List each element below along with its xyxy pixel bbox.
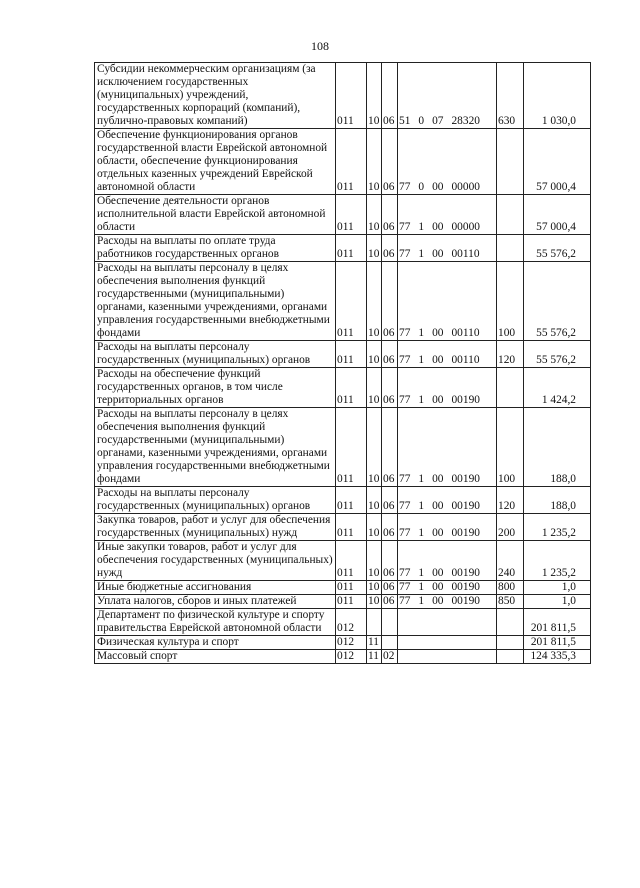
article-part-gr: 00 [432, 248, 444, 260]
article-part-prog: 77 [399, 527, 411, 539]
target-article-code [398, 514, 497, 541]
row-name: Расходы на выплаты персоналу государственных (муниципальных) органов [95, 487, 336, 514]
target-article-code [398, 650, 497, 664]
target-article-code [398, 487, 497, 514]
amount: 55 576,2 [524, 341, 591, 368]
subsection-code: 06 [382, 195, 398, 235]
amount: 1 235,2 [524, 514, 591, 541]
ministry-code: 011 [336, 129, 367, 195]
article-part-gr: 00 [432, 473, 444, 485]
subsection-code: 06 [382, 63, 398, 129]
row-name: Закупка товаров, работ и услуг для обеспечения государственных (муниципальных) нужд [95, 514, 336, 541]
ministry-code: 011 [336, 408, 367, 487]
subsection-code: 06 [382, 368, 398, 408]
amount: 124 335,3 [524, 650, 591, 664]
article-part-sub: 1 [418, 221, 425, 233]
subsection-code [382, 636, 398, 650]
amount: 201 811,5 [524, 636, 591, 650]
table-row [95, 63, 591, 129]
expense-type-code: 100 [497, 408, 524, 487]
table-row [95, 368, 591, 408]
ministry-code: 011 [336, 262, 367, 341]
ministry-code: 011 [336, 341, 367, 368]
table-row [95, 650, 591, 664]
row-name: Расходы на обеспечение функций государственных органов, в том числе территориальных органов [95, 368, 336, 408]
article-part-sub: 1 [418, 567, 425, 579]
article-part-sub: 1 [418, 473, 425, 485]
subsection-code: 06 [382, 581, 398, 595]
expense-type-code [497, 368, 524, 408]
amount: 1 235,2 [524, 541, 591, 581]
table-row [95, 541, 591, 581]
section-code: 10 [367, 341, 382, 368]
row-name: Уплата налогов, сборов и иных платежей [95, 595, 336, 609]
article-part-code: 00190 [451, 394, 480, 406]
table-row [95, 595, 591, 609]
table-row [95, 235, 591, 262]
amount: 201 811,5 [524, 609, 591, 636]
target-article-code [398, 195, 497, 235]
section-code: 10 [367, 195, 382, 235]
amount: 57 000,4 [524, 195, 591, 235]
row-name: Департамент по физической культуре и спорту правительства Еврейской автономной области [95, 609, 336, 636]
article-part-sub: 0 [418, 181, 425, 193]
expense-type-code [497, 609, 524, 636]
target-article-code [398, 129, 497, 195]
target-article-code [398, 581, 497, 595]
section-code: 10 [367, 235, 382, 262]
ministry-code: 012 [336, 650, 367, 664]
row-name: Расходы на выплаты персоналу государственных (муниципальных) органов [95, 341, 336, 368]
article-part-gr: 00 [432, 327, 444, 339]
amount: 1,0 [524, 595, 591, 609]
article-part-sub: 1 [418, 595, 425, 607]
article-part-prog: 77 [399, 354, 411, 366]
expense-type-code [497, 650, 524, 664]
expense-type-code: 200 [497, 514, 524, 541]
table-row [95, 195, 591, 235]
article-part-code: 00190 [451, 473, 480, 485]
article-part-sub: 1 [418, 581, 425, 593]
table-row [95, 262, 591, 341]
target-article-code [398, 235, 497, 262]
amount: 1,0 [524, 581, 591, 595]
target-article-code [398, 609, 497, 636]
amount: 57 000,4 [524, 129, 591, 195]
section-code: 11 [367, 650, 382, 664]
ministry-code: 011 [336, 63, 367, 129]
row-name: Расходы на выплаты персоналу в целях обеспечения выполнения функций государственными (муниципальными) органами, казенными учреждениями, органами управления государственными внебюджетными фондами [95, 408, 336, 487]
ministry-code: 011 [336, 368, 367, 408]
expense-type-code: 240 [497, 541, 524, 581]
ministry-code: 011 [336, 595, 367, 609]
budget-table [94, 62, 591, 664]
table-row [95, 487, 591, 514]
table-row [95, 609, 591, 636]
section-code: 10 [367, 595, 382, 609]
ministry-code: 011 [336, 235, 367, 262]
row-name: Субсидии некоммерческим организациям (за исключением государственных (муниципальных) учреждений, государственных корпораций (компаний), публично-правовых компаний) [95, 63, 336, 129]
article-part-gr: 00 [432, 567, 444, 579]
article-part-code: 00110 [451, 248, 480, 260]
section-code: 10 [367, 514, 382, 541]
target-article-code [398, 408, 497, 487]
amount: 188,0 [524, 487, 591, 514]
expense-type-code: 100 [497, 262, 524, 341]
expense-type-code [497, 636, 524, 650]
subsection-code: 06 [382, 541, 398, 581]
article-part-prog: 77 [399, 581, 411, 593]
article-part-gr: 00 [432, 181, 444, 193]
ministry-code: 012 [336, 636, 367, 650]
subsection-code: 06 [382, 129, 398, 195]
article-part-gr: 00 [432, 394, 444, 406]
subsection-code: 06 [382, 262, 398, 341]
article-part-sub: 1 [418, 527, 425, 539]
section-code: 10 [367, 541, 382, 581]
article-part-sub: 1 [418, 327, 425, 339]
article-part-code: 00190 [451, 581, 480, 593]
row-name: Иные закупки товаров, работ и услуг для обеспечения государственных (муниципальных) нужд [95, 541, 336, 581]
ministry-code: 011 [336, 541, 367, 581]
amount: 1 424,2 [524, 368, 591, 408]
subsection-code: 06 [382, 487, 398, 514]
article-part-prog: 77 [399, 181, 411, 193]
table-row [95, 129, 591, 195]
page-number: 108 [311, 39, 329, 53]
ministry-code: 011 [336, 487, 367, 514]
row-name: Иные бюджетные ассигнования [95, 581, 336, 595]
target-article-code [398, 63, 497, 129]
expense-type-code: 800 [497, 581, 524, 595]
amount: 55 576,2 [524, 262, 591, 341]
row-name: Расходы на выплаты по оплате труда работников государственных органов [95, 235, 336, 262]
article-part-gr: 07 [432, 115, 444, 127]
section-code: 11 [367, 636, 382, 650]
table-row [95, 514, 591, 541]
article-part-code: 28320 [451, 115, 480, 127]
article-part-prog: 77 [399, 221, 411, 233]
ministry-code: 012 [336, 609, 367, 636]
subsection-code: 06 [382, 235, 398, 262]
article-part-code: 00110 [451, 327, 480, 339]
subsection-code: 06 [382, 341, 398, 368]
expense-type-code: 120 [497, 487, 524, 514]
article-part-gr: 00 [432, 354, 444, 366]
article-part-gr: 00 [432, 595, 444, 607]
article-part-code: 00190 [451, 567, 480, 579]
table-row [95, 341, 591, 368]
row-name: Обеспечение функционирования органов государственной власти Еврейской автономной области, обеспечение функционирования отдельных казенных учреждений Еврейской автономной области [95, 129, 336, 195]
ministry-code: 011 [336, 581, 367, 595]
expense-type-code: 120 [497, 341, 524, 368]
article-part-gr: 00 [432, 221, 444, 233]
article-part-code: 00190 [451, 595, 480, 607]
section-code [367, 609, 382, 636]
article-part-prog: 77 [399, 327, 411, 339]
subsection-code: 06 [382, 408, 398, 487]
article-part-sub: 1 [418, 394, 425, 406]
article-part-sub: 1 [418, 354, 425, 366]
subsection-code: 06 [382, 595, 398, 609]
amount: 188,0 [524, 408, 591, 487]
expense-type-code [497, 129, 524, 195]
article-part-prog: 77 [399, 394, 411, 406]
article-part-sub: 1 [418, 248, 425, 260]
article-part-prog: 77 [399, 595, 411, 607]
row-name: Массовый спорт [95, 650, 336, 664]
article-part-code: 00190 [451, 500, 480, 512]
target-article-code [398, 341, 497, 368]
target-article-code [398, 636, 497, 650]
article-part-prog: 77 [399, 248, 411, 260]
target-article-code [398, 368, 497, 408]
expense-type-code [497, 195, 524, 235]
section-code: 10 [367, 408, 382, 487]
row-name: Расходы на выплаты персоналу в целях обеспечения выполнения функций государственными (муниципальными) органами, казенными учреждениями, органами управления государственными внебюджетными фондами [95, 262, 336, 341]
table-row [95, 581, 591, 595]
expense-type-code: 850 [497, 595, 524, 609]
table-row [95, 408, 591, 487]
article-part-prog: 77 [399, 567, 411, 579]
section-code: 10 [367, 262, 382, 341]
article-part-code: 00000 [451, 221, 480, 233]
subsection-code: 02 [382, 650, 398, 664]
amount: 1 030,0 [524, 63, 591, 129]
subsection-code: 06 [382, 514, 398, 541]
article-part-prog: 77 [399, 500, 411, 512]
ministry-code: 011 [336, 514, 367, 541]
row-name: Физическая культура и спорт [95, 636, 336, 650]
article-part-prog: 77 [399, 473, 411, 485]
article-part-gr: 00 [432, 500, 444, 512]
target-article-code [398, 262, 497, 341]
article-part-gr: 00 [432, 581, 444, 593]
expense-type-code [497, 235, 524, 262]
article-part-code: 00110 [451, 354, 480, 366]
table-row [95, 636, 591, 650]
article-part-gr: 00 [432, 527, 444, 539]
row-name: Обеспечение деятельности органов исполнительной власти Еврейской автономной области [95, 195, 336, 235]
article-part-sub: 1 [418, 500, 425, 512]
expense-type-code: 630 [497, 63, 524, 129]
section-code: 10 [367, 63, 382, 129]
section-code: 10 [367, 368, 382, 408]
article-part-code: 00190 [451, 527, 480, 539]
article-part-sub: 0 [418, 115, 425, 127]
ministry-code: 011 [336, 195, 367, 235]
target-article-code [398, 595, 497, 609]
target-article-code [398, 541, 497, 581]
section-code: 10 [367, 129, 382, 195]
subsection-code [382, 609, 398, 636]
section-code: 10 [367, 581, 382, 595]
article-part-prog: 51 [399, 115, 411, 127]
article-part-code: 00000 [451, 181, 480, 193]
section-code: 10 [367, 487, 382, 514]
amount: 55 576,2 [524, 235, 591, 262]
